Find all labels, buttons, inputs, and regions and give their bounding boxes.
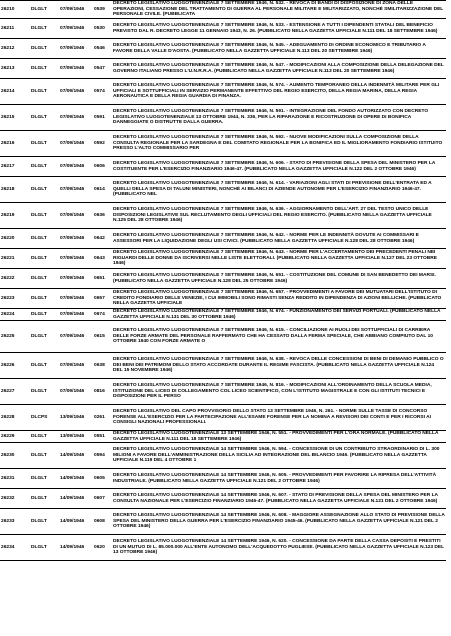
table-row — [0, 379, 446, 405]
decree-number: 26220 — [0, 229, 30, 249]
table-row — [0, 39, 446, 59]
decree-date: 07/09/1946 — [59, 203, 93, 229]
decree-description: DECRETO LEGISLATIVO LUOGOTENENZIALE 7 SETTEMBRE 1946, N. 643. - NORME PER L'ACCERTAMENTO DEI PRECEDENTI PENALI NEI RIGUARDI DELLE DONNE DA ISCRIVERSI NELLE LISTE ELETTORALI. (PUBBLICATO NELLA GAZZETTA UFFICIALE N.127 DEL 23 OTTOBRE 1946) — [112, 249, 446, 269]
decree-date: 13/09/1946 — [59, 431, 93, 443]
decree-type: DLGLT — [30, 309, 59, 321]
decree-date: 07/09/1946 — [59, 229, 93, 249]
decree-date: 07/09/1946 — [59, 249, 93, 269]
decree-description: DECRETO LEGISLATIVO LUOGOTENENZIALE 7 SETTEMBRE 1946, N. 547. - MODIFICAZIONI ALLA COMPOSIZIONE DELLA DELEGAZIONE DEL GOVERNO ITALIANO PRESSO L'U.N.R.R.A. (PUBBLICATO NELLA GAZZETTA UFFICIALE N.113 DEL 20 SETTEMBRE 1946) — [112, 59, 446, 79]
decree-date: 07/09/1946 — [59, 39, 93, 59]
decree-date: 07/09/1946 — [59, 177, 93, 203]
decree-date: 14/09/1946 — [59, 489, 93, 509]
decree-description: DECRETO LEGISLATIVO LUOGOTENENZIALE 7 SETTEMBRE 1946, N. 816. - MODIFICAZIONI ALL'ORDINAMENTO DELLA SCUOLA MEDIA, ISTITUZIONE DEL LICEO DI COLLEGAMENTO COL LICEO SCIENTIFICO, CON L'ISTITUTO MAGISTRALE E CON GLI ISTITUTI TECNICI E DISPOSIZIONI PER IL PERSO — [112, 379, 446, 405]
decree-number: 26229 — [0, 431, 30, 443]
decree-description: DECRETO LEGISLATIVO LUOGOTENENZIALE 7 SETTEMBRE 1946, N. 533. - ESTENSIONE A TUTTI I DIPENDENTI STATALI DEL BENEFICIO PREVISTO DAL R. DECRETO LEGGE 11 GENNAIO 1943, N. 26. (PUBBLICATO NELLA GAZZETTA UFFICIALE N.111 DEL 18 SETTEMBRE 1946) — [112, 19, 446, 39]
decree-type: DLCPS — [30, 405, 59, 431]
decree-number: 26210 — [0, 1, 30, 19]
table-row — [0, 1, 446, 19]
decree-description: DECRETO LEGISLATIVO LUOGOTENENZIALE 7 SETTEMBRE 1946, N. 657. - PROVVEDIMENTI A FAVORE DEI MUTUATARI DELL'ISTITUTO DI CREDITO FONDIARIO DELLE VENEZIE, I CUI IMMOBILI SONO RIMASTI SENZA REDDITO IN DIPENDENZA DI AZIONI BELLICHE. (PUBBLICATO NELLA GAZZETTA UFFICIALE — [112, 289, 446, 309]
decree-date: 07/09/1946 — [59, 379, 93, 405]
decree-date: 07/09/1946 — [59, 105, 93, 131]
table-row — [0, 105, 446, 131]
table-row — [0, 79, 446, 105]
decree-date: 07/09/1946 — [59, 157, 93, 177]
decree-number: 26228 — [0, 405, 30, 431]
table-row — [0, 509, 446, 535]
table-row — [0, 405, 446, 431]
decree-law-number: 0620 — [93, 535, 112, 561]
decree-type: DLGLT — [30, 39, 59, 59]
decree-description: DECRETO LEGISLATIVO LUOGOTENENZIALE 14 SETTEMBRE 1946, N. 620. - CONCESSIONE DA PARTE DELLA CASSA DEPOSITI E PRESTITI DI UN MUTUO DI L. 85.000.000 ALL'ENTE AUTONOMO DELL'ACQUEDOTTO PUGLIESE. (PUBBLICATO NELLA GAZZETTA UFFICIALE N.123 DEL 13 OTTOBRE 1946) — [112, 535, 446, 561]
decree-description: DECRETO LEGISLATIVO LUOGOTENENZIALE 7 SETTEMBRE 1946, N. 606. - STATO DI PREVISIONE DELLA SPESA DEL MINISTERO PER LA COSTITUENTE PER L'ESERCIZIO FINANZIARIO 1946-47. (PUBBLICATO NELLA GAZZETTA UFFICIALE N.122 DEL 2 OTTOBRE 1946) — [112, 157, 446, 177]
decree-law-number: 0591 — [93, 105, 112, 131]
table-row — [0, 353, 446, 379]
decree-law-number: 0651 — [93, 269, 112, 289]
decree-description: DECRETO LEGISLATIVO LUOGOTENENZIALE 14 SETTEMBRE 1946, N. 594. - CONCESSIONE DI UN CONTRIBUTO STRAORDINARIO DI L. 300 MILIONI A FAVORE DELL'AMMINISTRAZIONE DELLA SICILIA AD INTEGRAZIONE DEL BILANCIO 1946. (PUBBLICATO NELLA GAZZETTA UFFICIALE N.119 DEL 4 OTTOBRE 1 — [112, 443, 446, 469]
decree-date: 07/09/1946 — [60, 362, 85, 368]
table-row — [0, 489, 446, 509]
decree-description: DECRETO LEGISLATIVO LUOGOTENENZIALE 7 SETTEMBRE 1946, N. 614. - VARIAZIONI AGLI STATI DI PREVISIONE DELL'ENTRATA ED A QUELLI DELLA SPESA DI TALUNI MINISTERI, NONCHÉ AI BILANCI DI AZIENDE AUTONOME PER L'ESERCIZIO FINANZIARIO 1946-47. (PUBBLICATO NEL — [112, 177, 446, 203]
decree-type: DLGLT — [30, 105, 59, 131]
decree-description: DECRETO LEGISLATIVO LUOGOTENENZIALE 7 SETTEMBRE 1946, N. 592. - NUOVE MODIFICAZIONI SULLA COMPOSIZIONE DELLA CONSULTA REGIONALE PER LA SARDEGNA E DEL COMITATO REGIONALE PER LA BONIFICA ED IL MIGLIORAMENTO FONDIARIO ISTITUITO PRESSO L'ALTO COMMISSARIO PER — [112, 131, 446, 157]
decree-type: DLGLT — [30, 443, 59, 469]
decree-type: DLGLT — [30, 59, 59, 79]
decree-number: 26226 — [1, 362, 15, 368]
decree-type: DLGLT — [30, 1, 59, 19]
decree-description: DECRETO LEGISLATIVO LUOGOTENENZIALE 7 SETTEMBRE 1946, N. 651. - COSTITUZIONE DEL COMUNE DI SAN BENEDETTO DEI MARSI. (PUBBLICATO NELLA GAZZETTA UFFICIALE N.128 DEL 25 OTTOBRE 1946) — [112, 269, 446, 289]
table-row — [0, 229, 446, 249]
decree-law-number: 0530 — [93, 19, 112, 39]
decree-type: DLGLT — [30, 289, 59, 309]
decree-type: DLGLT — [30, 509, 59, 535]
table-row — [0, 131, 446, 157]
table-row — [0, 177, 446, 203]
decree-description: DECRETO LEGISLATIVO LUOGOTENENZIALE 7 SETTEMBRE 1946, N. 674. - FUNZIONAMENTO DEI SERVIZI PORTUALI. (PUBBLICATO NELLA GAZZETTA UFFICIALE N.131 DEL 30 OTTOBRE 1946) — [112, 309, 446, 321]
decree-number: 26232 — [0, 489, 30, 509]
decree-law-number: 0638 — [94, 362, 105, 368]
decree-type: DLGLT — [31, 362, 47, 368]
decree-type: DLGLT — [30, 535, 59, 561]
table-row — [0, 289, 446, 309]
decree-number: 26214 — [0, 79, 30, 105]
decree-number: 26212 — [0, 39, 30, 59]
decree-date: 14/09/1946 — [59, 509, 93, 535]
decree-law-number: 0574 — [93, 79, 112, 105]
decree-description: DECRETO LEGISLATIVO LUOGOTENENZIALE 7 SETTEMBRE 1946, N. 591. - INTEGRAZIONE DEL FONDO AUTORIZZATO CON DECRETO LEGISLATIVO LUOGOTENENZIALE 13 OTTOBRE 1944, N. 336, PER LA RIPARAZIONE E RICOSTRUZIONE DI OPERE DI BONIFICA DANNEGGIATE O DISTRUTTE DALLA GUERRA. — [112, 105, 446, 131]
table-row — [0, 469, 446, 489]
decree-law-number: 0261 — [93, 405, 112, 431]
decree-date: 07/09/1946 — [59, 59, 93, 79]
decree-type: DLGLT — [30, 19, 59, 39]
decree-description: DECRETO LEGISLATIVO LUOGOTENENZIALE 14 SETTEMBRE 1946, N. 608. - MAGGIORE ASSEGNAZIONE ALLO STATO DI PREVISIONE DELLA SPESA DEL MINISTERO DELLA GUERRA PER L'ESERCIZIO FINANZIARIO 1945-46. (PUBBLICATO NELLA GAZZETTA UFFICIALE N.121 DEL 2 OTTOBRE 1946) — [112, 509, 446, 535]
decree-description: DECRETO LEGISLATIVO DEL CAPO PROVVISORIO DELLO STATO 13 SETTEMBRE 1946, N. 261. - NORME SULLE TASSE DI CONCORSO FORENSE ALL'ESERCIZIO PER LA PARTECIPAZIONE ALL'ESAME FORENSE PER LA NOMINA A REVISORI DEI CONTI E PER I RICORSI AI CONSIGLI NAZIONALI PROFESSIONALI. — [112, 405, 446, 431]
decree-date: 07/09/1946 — [59, 131, 93, 157]
decree-law-number: 0551 — [93, 431, 112, 443]
table-row — [0, 59, 446, 79]
decree-law-number: 0539 — [93, 1, 112, 19]
decree-type: DLGLT — [30, 177, 59, 203]
decree-law-number: 0674 — [93, 309, 112, 321]
decree-number: 26218 — [0, 177, 30, 203]
decree-number: 26225 — [0, 321, 30, 353]
decree-law-number: 0816 — [93, 379, 112, 405]
decree-law-number: 0606 — [93, 157, 112, 177]
table-row — [0, 535, 446, 561]
decree-number: 26223 — [0, 289, 30, 309]
decree-date: 07/09/1946 — [59, 321, 93, 353]
decree-description: DECRETO LEGISLATIVO LUOGOTENENZIALE 7 SETTEMBRE 1946, N. 545. - ADEGUAMENTO DI ORDINE ECONOMICO E TRIBUTARIO A FAVORE DELLA VALLE D'AOSTA. (PUBBLICATO NELLA GAZZETTA UFFICIALE N.113 DEL 20 SETTEMBRE 1946) — [112, 39, 446, 59]
decree-law-number: 0605 — [93, 469, 112, 489]
decree-number: 26230 — [0, 443, 30, 469]
decree-date: 07/09/1946 — [59, 309, 93, 321]
decree-number: 26234 — [0, 535, 30, 561]
decree-law-number: 0608 — [93, 509, 112, 535]
decree-date: 07/09/1946 — [59, 19, 93, 39]
table-row — [0, 321, 446, 353]
decree-law-number: 0592 — [93, 131, 112, 157]
decree-number: 26233 — [0, 509, 30, 535]
table-row — [0, 157, 446, 177]
decree-type: DLGLT — [30, 249, 59, 269]
decree-date: 07/09/1946 — [59, 269, 93, 289]
decree-type: DLGLT — [30, 203, 59, 229]
decree-type: DLGLT — [30, 157, 59, 177]
decree-type: DLGLT — [30, 431, 59, 443]
decree-date: 14/09/1946 — [59, 443, 93, 469]
decree-law-number: 0642 — [93, 229, 112, 249]
decree-type: DLGLT — [30, 489, 59, 509]
decree-law-number: 0594 — [93, 443, 112, 469]
decree-description: DECRETO LEGISLATIVO LUOGOTENENZIALE 7 SETTEMBRE 1946, N. 636. - AGGIORNAMENTO DELL'ART. 27 DEL TESTO UNICO DELLE DISPOSIZIONI LEGISLATIVE SUL RECLUTAMENTO DEGLI UFFICIALI DEL REGIO ESERCITO. (PUBBLICATO NELLA GAZZETTA UFFICIALE N.125 DEL 28 OTTOBRE 1946) — [112, 203, 446, 229]
decree-law-number: 0614 — [93, 177, 112, 203]
decree-number: 26227 — [0, 379, 30, 405]
decree-number: 26211 — [0, 19, 30, 39]
decree-description: DECRETO LEGISLATIVO LUOGOTENENZIALE 14 SETTEMBRE 1946, N. 605. - PROVVEDIMENTI PER FAVORIRE LA RIPRESA DELL'ATTIVITÀ INDUSTRIALE. (PUBBLICATO NELLA GAZZETTA UFFICIALE N.121 DEL 2 OTTOBRE 1946) — [112, 469, 446, 489]
decree-law-number: 0547 — [93, 59, 112, 79]
table-row — [0, 443, 446, 469]
table-row — [0, 203, 446, 229]
decree-type: DLGLT — [30, 131, 59, 157]
decree-number: 26215 — [0, 105, 30, 131]
decree-type: DLGLT — [30, 321, 59, 353]
decree-type: DLGLT — [30, 269, 59, 289]
table-row — [0, 431, 446, 443]
decree-description: DECRETO LEGISLATIVO LUOGOTENENZIALE 7 SETTEMBRE 1946, N. 615. - CONCILIAZIONE AI RUOLI DEI SOTTUFFICIALI DI CARRIERA DELLE FORZE ARMATE DEL PERSONALE RAFFERMATO CHE HA CESSATO DALLA FERMA SPECIALE, CHE ABBIANO COMPIUTO DAL 10 OTTOBRE 1940 CON FORZE ARMATE O — [112, 321, 446, 353]
decree-description: DECRETO LEGISLATIVO LUOGOTENENZIALE 7 SETTEMBRE 1946, N. 532. - REVOCA DI BANDI DI DISPOSIZIONE DI ZONA DELLE OPERAZIONI, CESSAZIONE DEL TRATTAMENTO DI GUERRA AL PERSONALE MILITARE E MILITARIZZATO, NONCHÉ SMILITARIZZAZIONE DEL PERSONALE CIVILE. (PUBBLICATA — [112, 1, 446, 19]
decree-law-number: 0643 — [93, 249, 112, 269]
decree-law-number: 0546 — [93, 39, 112, 59]
decree-number: 26216 — [0, 131, 30, 157]
decree-number: 26221 — [0, 249, 30, 269]
decree-description: DECRETO LEGISLATIVO LUOGOTENENZIALE 7 SETTEMBRE 1946, N. 642. - NORME PER LE INDENNITÀ DOVUTE AI COMMISSARI E ASSESSORI PER LA LIQUIDAZIONE DEGLI USI CIVICI. (PUBBLICATO NELLA GAZZETTA UFFICIALE N.128 DEL 28 OTTOBRE 1946) — [112, 229, 446, 249]
decree-type: DLGLT — [30, 229, 59, 249]
decree-law-number: 0636 — [93, 203, 112, 229]
table-row — [0, 269, 446, 289]
decree-law-number: 0607 — [93, 489, 112, 509]
decree-law-number: 0657 — [93, 289, 112, 309]
decree-number: 26231 — [0, 469, 30, 489]
decree-date: 13/09/1946 — [59, 405, 93, 431]
decree-date: 14/09/1946 — [59, 535, 93, 561]
decree-description: DECRETO LEGISLATIVO LUOGOTENENZIALE 14 SETTEMBRE 1946, N. 607. - STATO DI PREVISIONE DELLA SPESA DEL MINISTERO PER LA CONSULTA NAZIONALE PER L'ESERCIZIO FINANZIARIO 1946-47. (PUBBLICATO NELLA GAZZETTA UFFICIALE N.121 DEL 2 OTTOBRE 1946) — [112, 489, 446, 509]
decree-number: 26213 — [0, 59, 30, 79]
table-row — [0, 249, 446, 269]
decree-description: DECRETO LEGISLATIVO LUOGOTENENZIALE 13 SETTEMBRE 1946, N. 551. - PROVVEDIMENTI PER L'ORA NORMALE. (PUBBLICATO NELLA GAZZETTA UFFICIALE N.111 DEL 18 SETTEMBRE 1946) — [112, 431, 446, 443]
decree-number: 26224 — [0, 309, 30, 321]
table-row — [0, 19, 446, 39]
decree-date: 14/09/1946 — [59, 469, 93, 489]
decree-description: DECRETO LEGISLATIVO LUOGOTENENZIALE 7 SETTEMBRE 1946, N. 574. - AUMENTO TEMPORANEO DELLA INDENNITÀ MILITARE PER GLI UFFICIALI E SOTTUFFICIALI IN SERVIZIO PERMANENTE EFFETTIVO DEL REGIO ESERCITO, DELLA REGIA MARINA, DELLA REGIA AERONAUTICA E DELLA REGIA GUARDIA DI FINANZA. — [112, 79, 446, 105]
decree-law-number: 0615 — [93, 321, 112, 353]
decree-date: 07/09/1946 — [59, 79, 93, 105]
decree-number: 26217 — [0, 157, 30, 177]
decree-number: 26222 — [0, 269, 30, 289]
decree-type: DLGLT — [30, 469, 59, 489]
decree-number: 26219 — [0, 203, 30, 229]
table-row — [0, 309, 446, 321]
decree-type: DLGLT — [30, 379, 59, 405]
decree-date: 07/09/1946 — [59, 289, 93, 309]
decree-date: 07/09/1946 — [59, 1, 93, 19]
decree-type: DLGLT — [30, 79, 59, 105]
decree-description: DECRETO LEGISLATIVO LUOGOTENENZIALE 7 SETTEMBRE 1946, N. 638. - REVOCA DELLE CONCESSIONI DI BENI DI DEMANIO PUBBLICO O DEI BENI DEI PATRIMONI DELLO STATO ACCORDATE DURANTE IL REGIME FASCISTA. (PUBBLICATO NELLA GAZZETTA UFFICIALE N.124 DEL 15 NOVEMBRE 1946) — [113, 357, 444, 374]
